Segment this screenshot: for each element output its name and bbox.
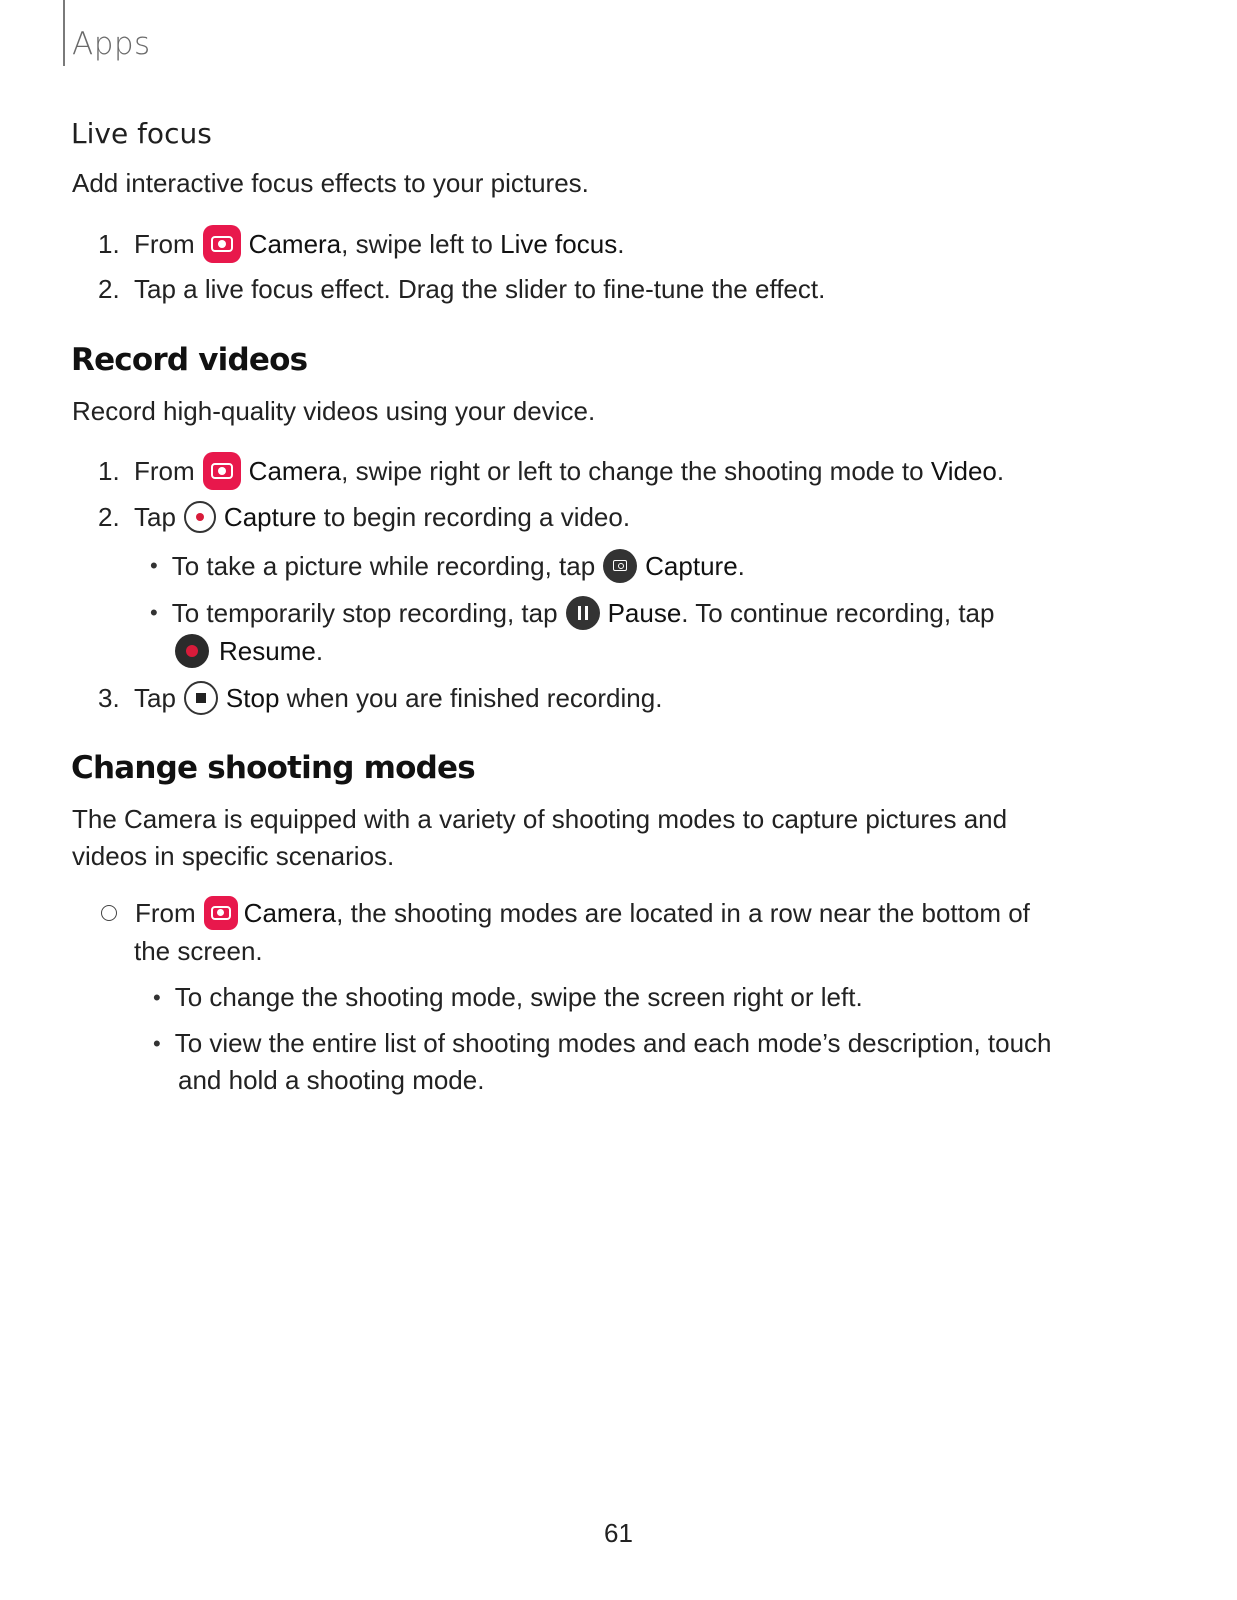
bullet-text: . [315,635,324,666]
camera-app-icon [204,896,238,930]
header-rule [63,0,65,66]
live-focus-intro: Add interactive focus effects to your pictures. [72,168,589,198]
item-text: , the shooting modes are located in a row near the bottom of [336,897,1030,928]
record-step-2 [98,501,630,533]
step-text: From [134,455,195,486]
bullet-text: To take a picture while recording, tap [171,550,596,581]
live-focus-step-2 [98,274,825,305]
step-text: Tap [134,682,176,713]
shooting-modes-intro-line1: The Camera is equipped with a variety of shooting modes to capture pictures and [72,804,1008,834]
photo-capture-icon [603,549,637,583]
record-bullet-2-cont [175,634,323,668]
step-number: 2. [98,274,120,304]
page-number: 61 [604,1518,633,1548]
list-circle-icon [101,905,117,921]
camera-label: Camera [243,897,337,928]
step-text: Tap [134,501,176,532]
step-number: 1. [98,228,120,259]
bullet-text: . To continue recording, tap [681,597,995,628]
live-focus-title: Live focus [71,117,212,150]
capture-label: Capture [645,550,738,581]
stop-icon [184,681,218,715]
step-text: From [134,228,195,259]
step-number: 1. [98,455,120,486]
live-focus-step-1 [98,225,624,263]
camera-label: Camera [248,228,342,259]
pause-icon [566,596,600,630]
record-capture-icon [184,501,216,533]
step-number: 2. [98,501,120,532]
shooting-modes-bullet-2 [153,1028,1052,1059]
pause-label: Pause [607,597,682,628]
stop-label: Stop [225,682,280,713]
step-text: . [996,455,1005,486]
camera-label: Camera [248,455,342,486]
record-bullet-1 [150,549,745,583]
step-text: , swipe right or left to change the shooting mode to [341,455,931,486]
shooting-modes-item [101,896,1030,930]
bullet-text: . [737,550,745,581]
record-step-1 [98,452,1004,490]
step-number: 3. [98,682,120,713]
section-header: Apps [72,26,151,62]
shooting-modes-item-cont: the screen. [134,936,263,966]
step-text: when you are finished recording. [279,682,663,713]
record-step-3 [98,681,662,715]
shooting-modes-bullet-1 [153,982,863,1013]
record-videos-intro: Record high-quality videos using your device. [72,396,596,426]
live-focus-label: Live focus [500,228,618,259]
bullet-icon: • [150,600,158,625]
bullet-text: To change the shooting mode, swipe the screen right or left. [174,982,863,1012]
bullet-icon: • [153,1030,161,1056]
shooting-modes-intro-line2: videos in specific scenarios. [72,841,395,871]
camera-app-icon [203,225,241,263]
step-text: . [617,228,625,259]
bullet-text: To view the entire list of shooting modes and each mode’s description, touch [174,1028,1052,1058]
bullet-text: To temporarily stop recording, tap [171,597,558,628]
item-text: From [135,897,196,928]
record-bullet-2 [150,596,994,630]
step-text: , swipe left to [341,228,501,259]
bullet-icon: • [153,984,161,1010]
bullet-icon: • [150,553,158,578]
step-text: to begin recording a video. [316,501,631,532]
shooting-modes-title: Change shooting modes [71,750,475,786]
step-text: Tap a live focus effect. Drag the slider to fine-tune the effect. [134,274,826,304]
camera-app-icon [203,452,241,490]
capture-label: Capture [223,501,317,532]
record-videos-title: Record videos [71,342,308,378]
resume-label: Resume [219,635,316,666]
resume-icon [175,634,209,668]
shooting-modes-bullet-2-cont: and hold a shooting mode. [178,1065,485,1095]
video-label: Video [930,455,997,486]
